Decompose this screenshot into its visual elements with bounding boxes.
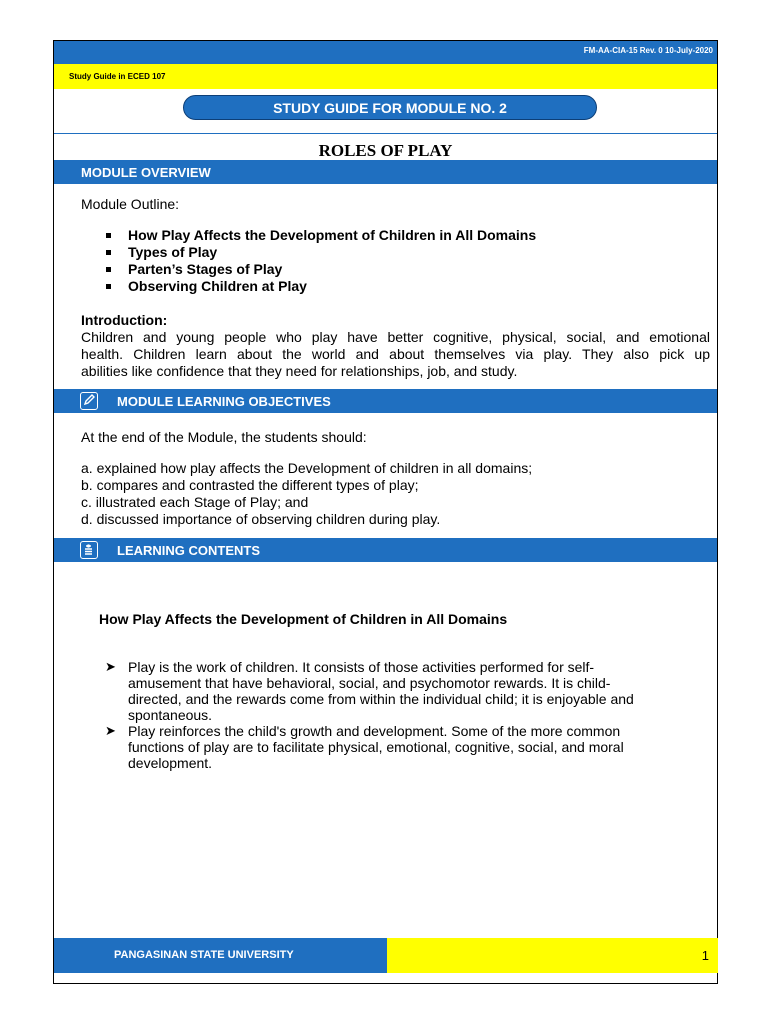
outline-label: Module Outline: [81, 196, 180, 212]
header-bar [54, 41, 717, 64]
module-overview-heading: MODULE OVERVIEW [81, 165, 211, 180]
course-label: Study Guide in ECED 107 [69, 72, 166, 81]
footer-university-block [54, 938, 387, 973]
list-item: b. compares and contrasted the different types of play; [81, 477, 419, 493]
module-outline-list [104, 227, 536, 295]
university-name: PANGASINAN STATE UNIVERSITY [114, 949, 294, 961]
list-item: How Play Affects the Development of Children in All Domains [104, 227, 536, 244]
page-number: 1 [701, 948, 709, 963]
list-item: Parten’s Stages of Play [104, 261, 536, 278]
list-item: c. illustrated each Stage of Play; and [81, 494, 309, 510]
objectives-heading: MODULE LEARNING OBJECTIVES [117, 394, 331, 409]
learning-contents-band [54, 538, 717, 562]
list-item: ➤ Play reinforces the child's growth and development. Some of the more common functions of play are to facilitate physical, emotional, cognitive, social, and moral development. [105, 723, 695, 771]
objectives-band [54, 389, 717, 413]
list-item: Types of Play [104, 244, 536, 261]
intro-line: abilities like confidence that they need for relationships, job, and study. [81, 363, 518, 379]
module-overview-band [54, 160, 717, 184]
intro-line: health. Children learn about the world and about themselves via play. They also pick up [81, 346, 710, 362]
divider [54, 133, 717, 134]
module-title-banner: STUDY GUIDE FOR MODULE NO. 2 [183, 95, 597, 120]
form-code: FM-AA-CIA-15 Rev. 0 10-July-2020 [583, 46, 713, 55]
page-title: ROLES OF PLAY [318, 141, 453, 160]
edit-icon [80, 392, 98, 410]
learning-contents-heading: LEARNING CONTENTS [117, 543, 260, 558]
intro-line: Children and young people who play have better cognitive, physical, social, and emotional [81, 329, 710, 345]
introduction-text [81, 329, 710, 380]
objectives-lead: At the end of the Module, the students should: [81, 429, 367, 445]
footer-page-block [387, 938, 718, 973]
introduction-label: Introduction: [81, 312, 168, 328]
course-bar [54, 64, 717, 89]
list-item: ➤ Play is the work of children. It consists of those activities performed for self- amusement that have behavioral, social, and psychomotor rewards. It is child- directed, and the rewards come from within the individual child; it is enjoyable and spontaneous. [105, 659, 695, 723]
list-item: d. discussed importance of observing children during play. [81, 511, 441, 527]
document-icon [80, 541, 98, 559]
content-subheading: How Play Affects the Development of Children in All Domains [99, 611, 508, 627]
list-item: a. explained how play affects the Development of children in all domains; [81, 460, 533, 476]
list-item: Observing Children at Play [104, 278, 536, 295]
objectives-list [81, 460, 532, 528]
document-page [53, 40, 718, 984]
content-points [105, 659, 695, 771]
